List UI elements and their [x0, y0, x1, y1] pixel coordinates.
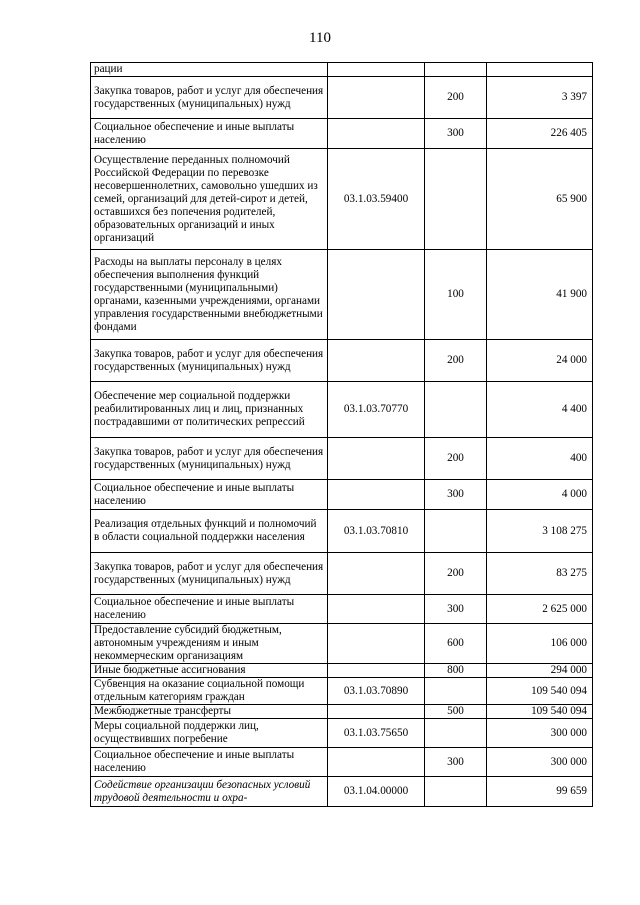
table-row: [91, 748, 593, 777]
row-expense-type-cell: [425, 777, 487, 807]
row-code-cell: [328, 624, 425, 664]
row-expense-type-cell: 300: [425, 480, 487, 510]
row-code-cell: [328, 250, 425, 340]
row-name-cell: Субвенция на оказание социальной помощи отдельным категориям граждан: [91, 678, 328, 705]
row-code-cell: [328, 705, 425, 719]
row-amount-cell: 106 000: [487, 624, 593, 664]
row-name-cell: рации: [91, 63, 328, 77]
row-code-cell: [328, 438, 425, 480]
row-amount-cell: 109 540 094: [487, 678, 593, 705]
row-name-cell: Расходы на выплаты персоналу в целях обеспечения выполнения функций государственными (муниципальными) органами, казенными учреждениями, органами управления государственными внебюджетными фондами: [91, 250, 328, 340]
table-row: [91, 595, 593, 624]
row-amount-cell: 4 000: [487, 480, 593, 510]
table-row: [91, 664, 593, 678]
row-expense-type-cell: 300: [425, 119, 487, 149]
row-expense-type-cell: 300: [425, 748, 487, 777]
table-row: [91, 149, 593, 250]
row-code-cell: [328, 480, 425, 510]
row-code-cell: [328, 748, 425, 777]
table-row: [91, 250, 593, 340]
table-row: [91, 510, 593, 553]
row-amount-cell: 2 625 000: [487, 595, 593, 624]
row-amount-cell: 3 397: [487, 77, 593, 119]
row-name-cell: Межбюджетные трансферты: [91, 705, 328, 719]
row-expense-type-cell: 200: [425, 438, 487, 480]
row-code-cell: 03.1.03.70770: [328, 382, 425, 438]
row-expense-type-cell: [425, 149, 487, 250]
row-code-cell: 03.1.03.59400: [328, 149, 425, 250]
row-name-cell: Социальное обеспечение и иные выплаты населению: [91, 748, 328, 777]
row-amount-cell: 41 900: [487, 250, 593, 340]
row-name-cell: Содействие организации безопасных условий трудовой деятельности и охра-: [91, 777, 328, 807]
row-expense-type-cell: 200: [425, 553, 487, 595]
row-code-cell: [328, 63, 425, 77]
row-expense-type-cell: [425, 719, 487, 748]
row-name-cell: Осуществление переданных полномочий Российской Федерации по перевозке несовершеннолетних, самовольно ушедших из семей, организаций для детей-сирот и детей, оставшихся без попечения родителей, образовательных организаций и иных организаций: [91, 149, 328, 250]
row-name-cell: Закупка товаров, работ и услуг для обеспечения государственных (муниципальных) нужд: [91, 340, 328, 382]
row-code-cell: 03.1.03.75650: [328, 719, 425, 748]
row-name-cell: Обеспечение мер социальной поддержки реабилитированных лиц и лиц, признанных пострадавшими от политических репрессий: [91, 382, 328, 438]
row-expense-type-cell: 800: [425, 664, 487, 678]
row-amount-cell: 99 659: [487, 777, 593, 807]
table-row: [91, 340, 593, 382]
table-row: [91, 719, 593, 748]
row-expense-type-cell: [425, 678, 487, 705]
table-row: [91, 705, 593, 719]
row-amount-cell: 300 000: [487, 748, 593, 777]
table-row: [91, 624, 593, 664]
row-amount-cell: 109 540 094: [487, 705, 593, 719]
row-amount-cell: [487, 63, 593, 77]
row-code-cell: 03.1.04.00000: [328, 777, 425, 807]
row-name-cell: Социальное обеспечение и иные выплаты населению: [91, 119, 328, 149]
row-expense-type-cell: [425, 382, 487, 438]
row-code-cell: [328, 553, 425, 595]
table-row: [91, 77, 593, 119]
row-amount-cell: 3 108 275: [487, 510, 593, 553]
row-code-cell: [328, 77, 425, 119]
table-row: [91, 438, 593, 480]
row-code-cell: [328, 664, 425, 678]
table-row: [91, 777, 593, 807]
row-name-cell: Социальное обеспечение и иные выплаты населению: [91, 480, 328, 510]
row-expense-type-cell: 100: [425, 250, 487, 340]
table-row: [91, 678, 593, 705]
row-expense-type-cell: 300: [425, 595, 487, 624]
row-amount-cell: 83 275: [487, 553, 593, 595]
row-name-cell: Закупка товаров, работ и услуг для обеспечения государственных (муниципальных) нужд: [91, 438, 328, 480]
table-row: [91, 553, 593, 595]
row-name-cell: Закупка товаров, работ и услуг для обеспечения государственных (муниципальных) нужд: [91, 553, 328, 595]
row-expense-type-cell: [425, 63, 487, 77]
row-code-cell: [328, 340, 425, 382]
row-name-cell: Реализация отдельных функций и полномочий в области социальной поддержки населения: [91, 510, 328, 553]
row-expense-type-cell: 500: [425, 705, 487, 719]
row-expense-type-cell: 200: [425, 77, 487, 119]
row-name-cell: Закупка товаров, работ и услуг для обеспечения государственных (муниципальных) нужд: [91, 77, 328, 119]
row-expense-type-cell: [425, 510, 487, 553]
row-expense-type-cell: 600: [425, 624, 487, 664]
row-name-cell: Предоставление субсидий бюджетным, автономным учреждениям и иным некоммерческим организациям: [91, 624, 328, 664]
row-expense-type-cell: 200: [425, 340, 487, 382]
row-amount-cell: 65 900: [487, 149, 593, 250]
row-name-cell: Иные бюджетные ассигнования: [91, 664, 328, 678]
row-code-cell: [328, 119, 425, 149]
page-number: 110: [309, 30, 331, 46]
row-amount-cell: 300 000: [487, 719, 593, 748]
table-row: [91, 119, 593, 149]
budget-table: [90, 62, 593, 807]
row-code-cell: [328, 595, 425, 624]
row-amount-cell: 24 000: [487, 340, 593, 382]
row-code-cell: 03.1.03.70810: [328, 510, 425, 553]
table-row: [91, 63, 593, 77]
row-amount-cell: 294 000: [487, 664, 593, 678]
row-name-cell: Меры социальной поддержки лиц, осуществивших погребение: [91, 719, 328, 748]
table-row: [91, 382, 593, 438]
row-code-cell: 03.1.03.70890: [328, 678, 425, 705]
table-row: [91, 480, 593, 510]
row-amount-cell: 226 405: [487, 119, 593, 149]
row-name-cell: Социальное обеспечение и иные выплаты населению: [91, 595, 328, 624]
row-amount-cell: 400: [487, 438, 593, 480]
row-amount-cell: 4 400: [487, 382, 593, 438]
